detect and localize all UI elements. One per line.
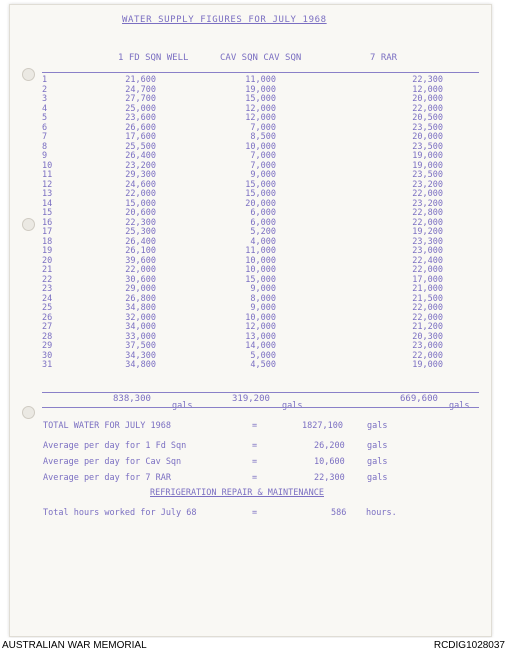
fd-sqn-value: 30,600 (125, 274, 156, 285)
day-number: 29 (42, 341, 53, 351)
fd-sqn-value: 39,600 (125, 255, 156, 266)
fd-sqn-value: 34,000 (125, 322, 156, 332)
rar-value: 17,000 (412, 274, 443, 285)
cav-sqn-value: 9,000 (250, 303, 276, 313)
cav-sqn-value: 12,000 (245, 113, 276, 123)
fd-sqn-value: 34,800 (125, 303, 156, 313)
day-number: 16 (42, 217, 53, 228)
avg-rar-equals: = (252, 473, 258, 483)
fd-sqn-value: 15,000 (125, 198, 156, 209)
fd-sqn-value: 32,000 (125, 312, 156, 323)
fd-sqn-value: 26,800 (125, 293, 156, 304)
fd-sqn-value: 26,600 (125, 122, 156, 133)
fd-sqn-value: 34,800 (125, 360, 156, 370)
rar-value: 22,000 (412, 312, 443, 323)
rar-value: 19,000 (412, 360, 443, 370)
cav-sqn-value: 10,000 (245, 265, 276, 275)
cav-sqn-value: 4,000 (250, 236, 276, 247)
cav-sqn-value: 7,000 (250, 151, 276, 161)
day-number: 28 (42, 331, 53, 342)
fd-sqn-value: 27,700 (125, 94, 156, 104)
rar-value: 22,000 (412, 350, 443, 361)
rar-value: 23,500 (412, 122, 443, 133)
cav-sqn-value: 15,000 (245, 189, 276, 199)
rar-value: 21,000 (412, 284, 443, 294)
total-cav-sqn: 319,200 (232, 394, 270, 404)
rar-value: 20,000 (412, 132, 443, 142)
rar-value: 20,000 (412, 94, 443, 104)
avg-fd-label: Average per day for 1 Fd Sqn (43, 441, 187, 451)
day-number: 21 (42, 265, 53, 275)
rar-value: 22,800 (412, 208, 443, 218)
rar-value: 12,000 (412, 84, 443, 95)
avg-cav-label: Average per day for Cav Sqn (43, 457, 182, 467)
rar-value: 22,000 (412, 189, 443, 199)
rar-value: 19,000 (412, 160, 443, 171)
header-rule (42, 72, 479, 73)
avg-fd-value: 26,200 (314, 441, 345, 451)
day-number: 8 (42, 141, 48, 152)
cav-sqn-value: 13,000 (245, 331, 276, 342)
fd-sqn-value: 26,400 (125, 236, 156, 247)
rar-value: 22,300 (412, 75, 443, 85)
day-number: 20 (42, 255, 53, 266)
hours-value: 586 (331, 508, 347, 518)
cav-sqn-value: 8,000 (250, 293, 276, 304)
cav-sqn-value: 10,000 (245, 312, 276, 323)
cav-sqn-value: 11,000 (245, 246, 276, 256)
day-number: 30 (42, 350, 53, 361)
cav-sqn-value: 15,000 (245, 94, 276, 104)
avg-fd-unit: gals (367, 441, 388, 451)
cav-sqn-value: 10,000 (245, 141, 276, 152)
day-number: 13 (42, 189, 53, 199)
rar-value: 23,200 (412, 198, 443, 209)
day-number: 27 (42, 322, 53, 332)
total-7-rar: 669,600 (400, 394, 438, 404)
day-number: 2 (42, 84, 48, 95)
refrigeration-section-title: REFRIGERATION REPAIR & MAINTENANCE (150, 488, 324, 498)
total-water-value: 1827,100 (302, 421, 343, 431)
fd-sqn-value: 25,500 (125, 141, 156, 152)
rar-value: 22,000 (412, 217, 443, 228)
cav-sqn-value: 20,000 (245, 198, 276, 209)
column-header-cav-sqn: CAV SQN CAV SQN (220, 53, 302, 63)
day-number: 7 (42, 132, 48, 142)
day-number: 12 (42, 179, 53, 190)
day-column (42, 76, 62, 371)
day-number: 6 (42, 122, 48, 133)
cav-sqn-value: 6,000 (250, 208, 276, 218)
cav-sqn-value: 4,500 (250, 360, 276, 370)
archive-reference: RCDIG1028037 (433, 640, 505, 651)
total-water-equals: = (252, 421, 258, 431)
rar-value: 23,000 (412, 246, 443, 256)
cav-sqn-value: 12,000 (245, 103, 276, 114)
cav-sqn-value: 14,000 (245, 341, 276, 351)
fd-sqn-value: 26,400 (125, 151, 156, 161)
day-number: 18 (42, 236, 53, 247)
day-number: 9 (42, 151, 48, 161)
avg-rar-unit: gals (367, 473, 388, 483)
archive-name: AUSTRALIAN WAR MEMORIAL (2, 640, 147, 651)
fd-sqn-value: 24,700 (125, 84, 156, 95)
avg-cav-unit: gals (367, 457, 388, 467)
punch-hole-middle (22, 218, 35, 231)
rar-value: 22,000 (412, 103, 443, 114)
rar-value: 22,000 (412, 303, 443, 313)
day-number: 19 (42, 246, 53, 256)
archive-caption-bar (0, 638, 508, 654)
fd-sqn-value: 33,000 (125, 331, 156, 342)
day-number: 17 (42, 227, 53, 237)
rar-value: 22,000 (412, 265, 443, 275)
rar-value: 20,300 (412, 331, 443, 342)
cav-sqn-value: 15,000 (245, 274, 276, 285)
punch-hole-bottom (22, 406, 35, 419)
cav-sqn-value: 7,000 (250, 122, 276, 133)
fd-sqn-value: 34,300 (125, 350, 156, 361)
rar-value: 20,500 (412, 113, 443, 123)
total-fd-unit: gals (172, 401, 193, 411)
rar-value: 21,500 (412, 293, 443, 304)
avg-rar-label: Average per day for 7 RAR (43, 473, 171, 483)
totals-rule-bottom (42, 407, 479, 408)
day-number: 15 (42, 208, 53, 218)
column-header-7-rar: 7 RAR (370, 53, 398, 63)
cav-sqn-column (228, 76, 276, 371)
day-number: 5 (42, 113, 48, 123)
cav-sqn-value: 9,000 (250, 284, 276, 294)
fd-sqn-value: 23,200 (125, 160, 156, 171)
hours-unit: hours. (366, 508, 397, 518)
fd-sqn-value: 17,600 (125, 132, 156, 142)
fd-sqn-value: 22,300 (125, 217, 156, 228)
day-number: 31 (42, 360, 53, 370)
total-water-unit: gals (367, 421, 388, 431)
fd-sqn-value: 25,000 (125, 103, 156, 114)
fd-sqn-value: 37,500 (125, 341, 156, 351)
total-rar-unit: gals (449, 401, 470, 411)
avg-rar-value: 22,300 (314, 473, 345, 483)
rar-value: 22,400 (412, 255, 443, 266)
rar-value: 19,200 (412, 227, 443, 237)
fd-sqn-value: 25,300 (125, 227, 156, 237)
day-number: 22 (42, 274, 53, 285)
rar-value: 23,200 (412, 179, 443, 190)
day-number: 4 (42, 103, 48, 114)
rar-value: 23,500 (412, 170, 443, 180)
fd-sqn-column (110, 76, 156, 371)
cav-sqn-value: 10,000 (245, 255, 276, 266)
hours-label: Total hours worked for July 68 (43, 508, 197, 518)
avg-fd-equals: = (252, 441, 258, 451)
fd-sqn-value: 23,600 (125, 113, 156, 123)
hours-equals: = (252, 508, 258, 518)
day-number: 3 (42, 94, 48, 104)
total-cav-unit: gals (282, 401, 303, 411)
fd-sqn-value: 29,300 (125, 170, 156, 180)
totals-rule-top (42, 392, 479, 393)
cav-sqn-value: 7,000 (250, 160, 276, 171)
cav-sqn-value: 6,000 (250, 217, 276, 228)
cav-sqn-value: 5,000 (250, 350, 276, 361)
rar-column (395, 76, 443, 371)
rar-value: 23,300 (412, 236, 443, 247)
day-number: 24 (42, 293, 53, 304)
day-number: 25 (42, 303, 53, 313)
day-number: 10 (42, 160, 53, 171)
column-header-fd-sqn: 1 FD SQN WELL (118, 53, 189, 63)
cav-sqn-value: 8,500 (250, 132, 276, 142)
cav-sqn-value: 9,000 (250, 170, 276, 180)
rar-value: 21,200 (412, 322, 443, 332)
cav-sqn-value: 19,000 (245, 84, 276, 95)
day-number: 11 (42, 170, 53, 180)
rar-value: 23,000 (412, 341, 443, 351)
day-number: 23 (42, 284, 53, 294)
rar-value: 19,000 (412, 151, 443, 161)
rar-value: 23,500 (412, 141, 443, 152)
day-number: 1 (42, 75, 48, 85)
fd-sqn-value: 22,000 (125, 265, 156, 275)
punch-hole-top (22, 68, 35, 81)
fd-sqn-value: 26,100 (125, 246, 156, 256)
day-number: 14 (42, 198, 53, 209)
avg-cav-value: 10,600 (314, 457, 345, 467)
total-fd-sqn: 838,300 (113, 394, 151, 404)
fd-sqn-value: 22,000 (125, 189, 156, 199)
cav-sqn-value: 11,000 (245, 75, 276, 85)
cav-sqn-value: 5,200 (250, 227, 276, 237)
avg-cav-equals: = (252, 457, 258, 467)
cav-sqn-value: 12,000 (245, 322, 276, 332)
cav-sqn-value: 15,000 (245, 179, 276, 190)
total-water-label: TOTAL WATER FOR JULY 1968 (43, 421, 171, 431)
fd-sqn-value: 29,000 (125, 284, 156, 294)
fd-sqn-value: 20,600 (125, 208, 156, 218)
day-number: 26 (42, 312, 53, 323)
fd-sqn-value: 21,600 (125, 75, 156, 85)
document-title: WATER SUPPLY FIGURES FOR JULY 1968 (122, 15, 327, 25)
fd-sqn-value: 24,600 (125, 179, 156, 190)
